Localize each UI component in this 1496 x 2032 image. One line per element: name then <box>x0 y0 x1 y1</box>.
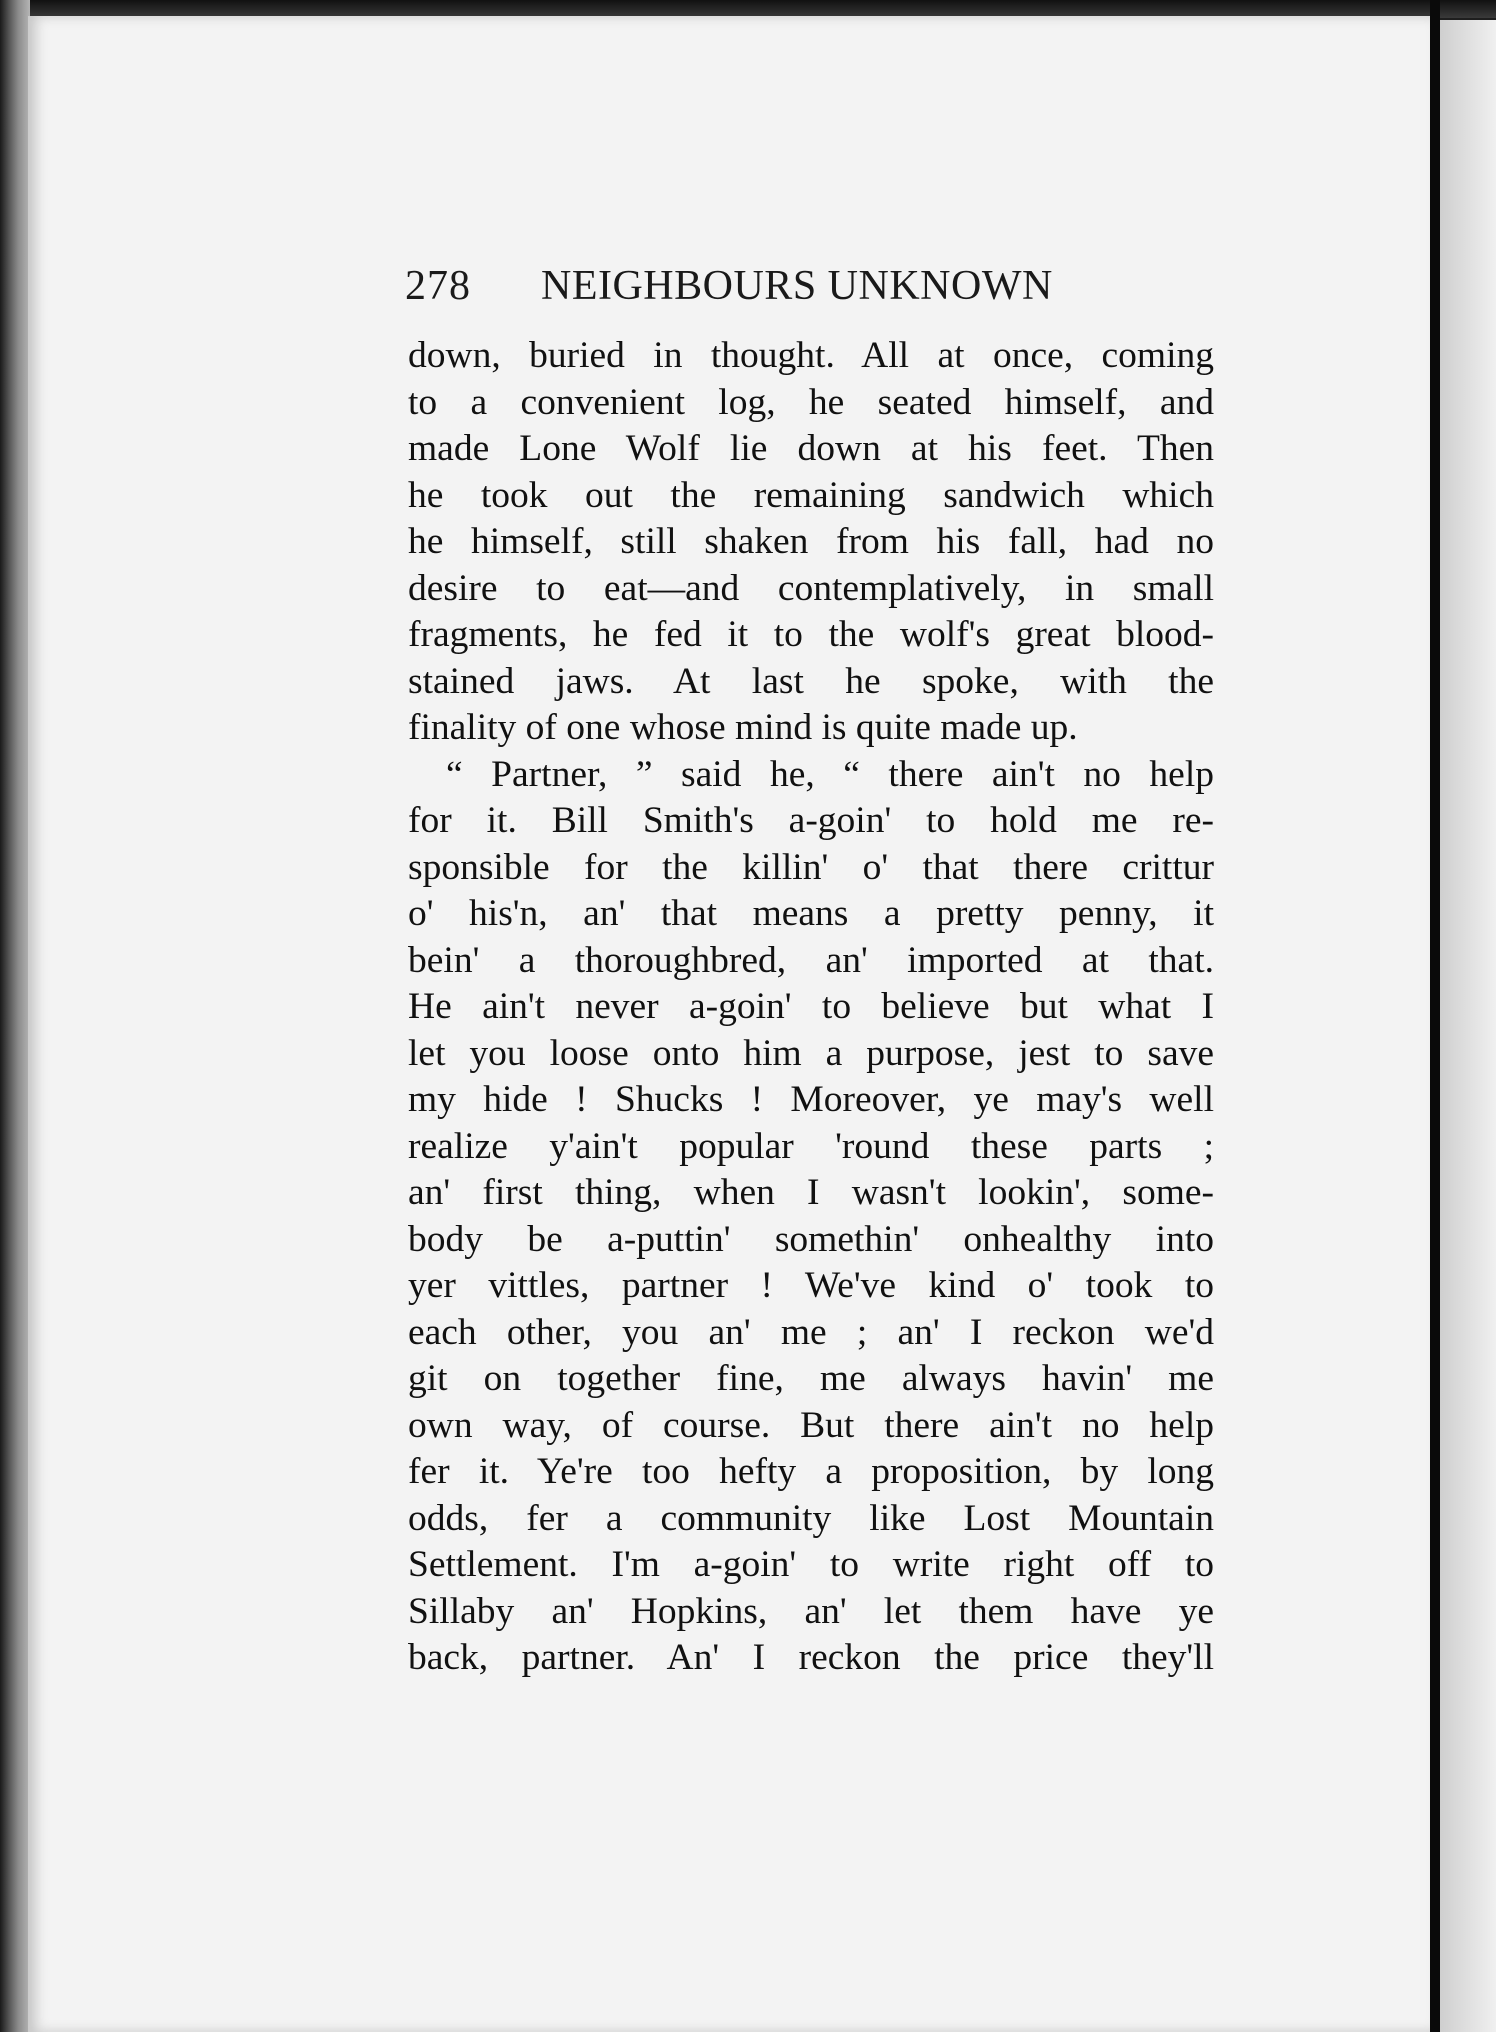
text-line: each other, you an' me ; an' I reckon we'd <box>408 1311 1214 1353</box>
text-line: odds, fer a community like Lost Mountain <box>408 1497 1214 1539</box>
text-line: my hide ! Shucks ! Moreover, ye may's well <box>408 1079 1214 1120</box>
page-header <box>405 262 1085 314</box>
facing-page-edge <box>1440 20 1496 2032</box>
text-line: stained jaws. At last he spoke, with the <box>408 660 1214 702</box>
page-gutter-shadow <box>1430 0 1440 2032</box>
text-line: bein' a thoroughbred, an' imported at that. <box>408 939 1214 981</box>
text-line: sponsible for the killin' o' that there crittur <box>408 846 1214 888</box>
text-line: down, buried in thought. All at once, coming <box>408 335 1214 376</box>
text-line: back, partner. An' I reckon the price they'll <box>408 1637 1214 1678</box>
text-line: Settlement. I'm a-goin' to write right off to <box>408 1544 1214 1585</box>
text-line: Sillaby an' Hopkins, an' let them have ye <box>408 1590 1214 1632</box>
text-line: body be a-puttin' somethin' onhealthy into <box>408 1218 1214 1260</box>
page-number: 278 <box>405 263 471 309</box>
text-line: he took out the remaining sandwich which <box>408 474 1214 516</box>
text-line: yer vittles, partner ! We've kind o' took to <box>408 1265 1214 1306</box>
running-head: NEIGHBOURS UNKNOWN <box>541 263 1053 309</box>
text-line: fer it. Ye're too hefty a proposition, by long <box>408 1451 1214 1492</box>
text-line: an' first thing, when I wasn't lookin', some- <box>408 1172 1214 1213</box>
text-line: to a convenient log, he seated himself, and <box>408 381 1214 423</box>
text-line: he himself, still shaken from his fall, had no <box>408 521 1214 562</box>
book-spine-edge <box>0 0 30 2032</box>
paragraph-start-line: “ Partner, ” said he, “ there ain't no help <box>446 753 1214 795</box>
text-line: git on together fine, me always havin' me <box>408 1358 1214 1399</box>
text-line: own way, of course. But there ain't no help <box>408 1404 1214 1446</box>
text-line: realize y'ain't popular 'round these parts ; <box>408 1125 1214 1167</box>
text-line: for it. Bill Smith's a-goin' to hold me re- <box>408 800 1214 841</box>
text-line: let you loose onto him a purpose, jest to save <box>408 1032 1214 1074</box>
text-line: finality of one whose mind is quite made up. <box>408 707 1078 748</box>
text-line: desire to eat—and contemplatively, in small <box>408 567 1214 609</box>
text-line: He ain't never a-goin' to believe but what I <box>408 986 1214 1027</box>
text-line: fragments, he fed it to the wolf's great blood- <box>408 614 1214 655</box>
text-line: o' his'n, an' that means a pretty penny, it <box>408 893 1214 934</box>
text-line: made Lone Wolf lie down at his feet. Then <box>408 428 1214 469</box>
body-text <box>408 333 1214 1682</box>
